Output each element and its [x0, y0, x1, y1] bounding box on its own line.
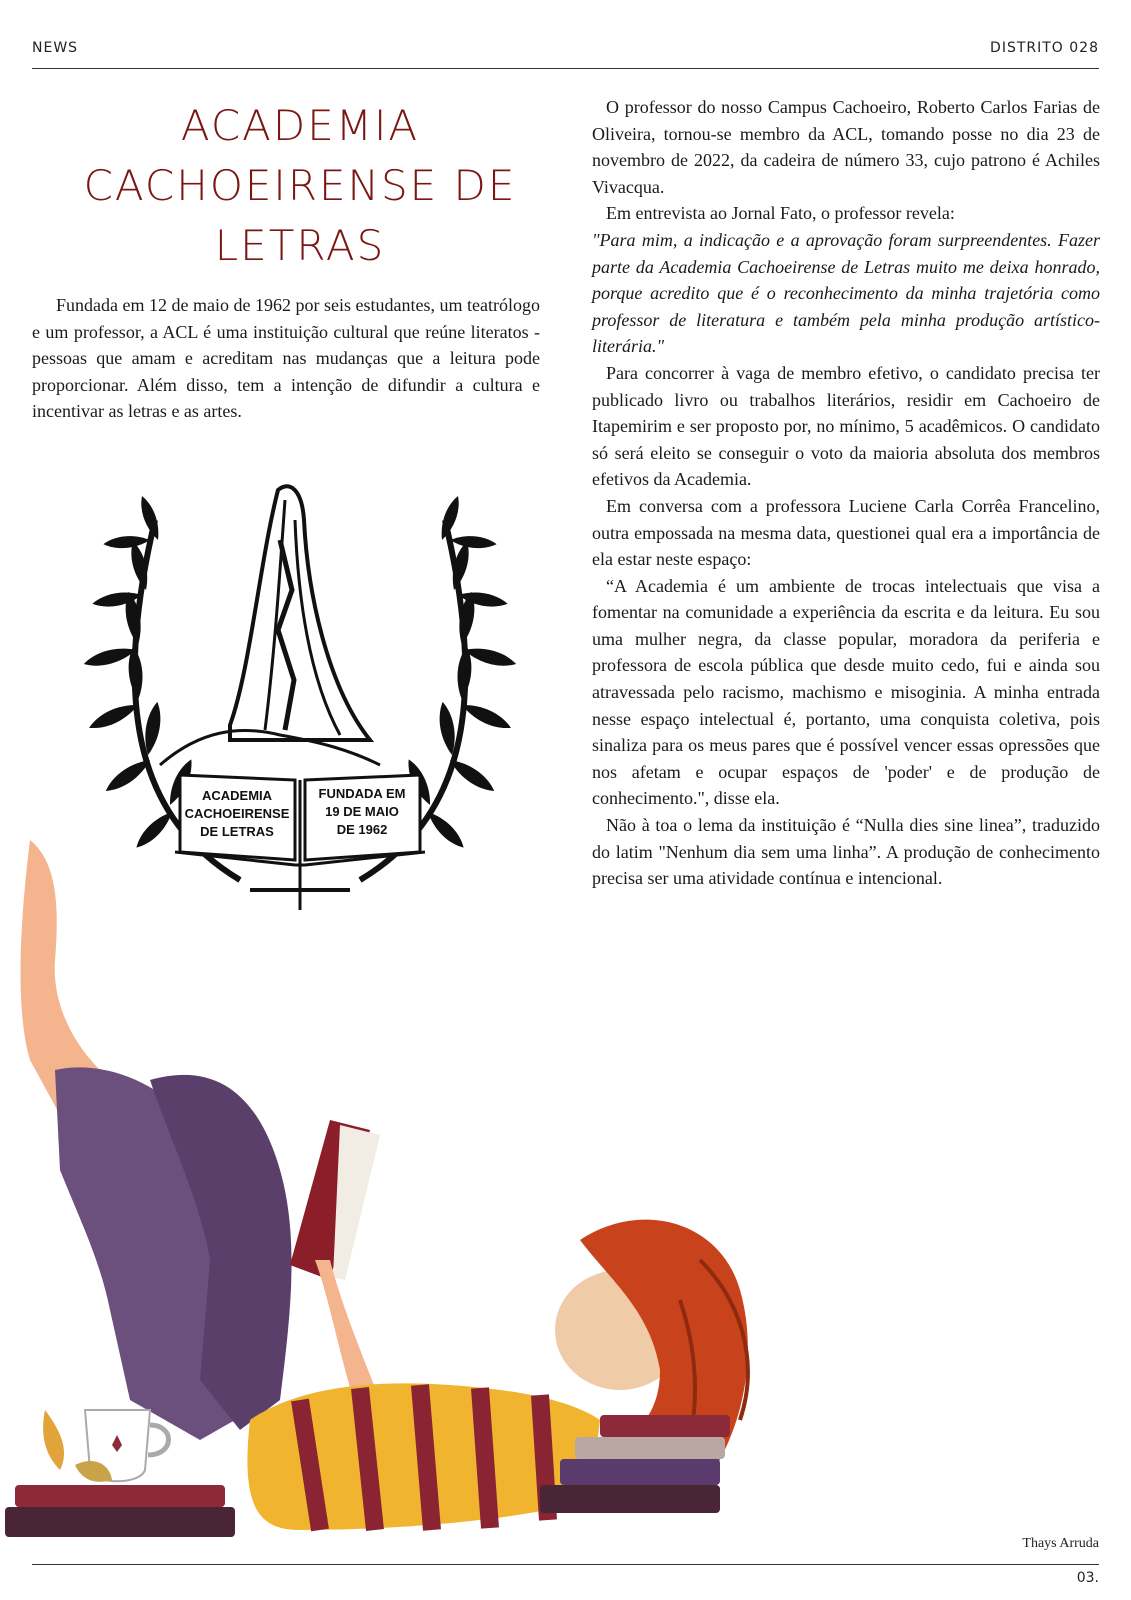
intro-text: Fundada em 12 de maio de 1962 por seis estudantes, um teatrólogo e um professor, a ACL é uma instituição cultural que reúne literatos - pessoas que amam e acreditam nas mudanças que a leitura pode proporcionar. Além disso, tem a intenção de difundir a cultura e incentivar as letras e as artes. — [32, 295, 540, 421]
reading-girl-illustration — [0, 840, 780, 1560]
section-label: NEWS — [32, 40, 79, 56]
book-right-line-3: DE 1962 — [336, 822, 388, 837]
book-stack-left — [5, 1485, 235, 1537]
page-number: 03. — [1076, 1570, 1099, 1586]
footer-divider — [32, 1564, 1099, 1565]
book-held — [290, 1120, 380, 1280]
paragraph-1: O professor do nosso Campus Cachoeiro, Roberto Carlos Farias de Oliveira, tornou-se membro da ACL, tomando posse no dia 23 de novembro de 2022, da cadeira de número 33, cujo patrono é Achiles Vivacqua. — [592, 97, 1100, 197]
book-left-line-2: CACHOEIRENSE — [184, 806, 290, 821]
rock-peak — [160, 486, 380, 765]
paragraph-4: Em conversa com a professora Luciene Carla Corrêa Francelino, outra empossada na mesma data, questionei qual era a importância de ela estar neste espaço: — [592, 495, 1100, 570]
intro-paragraph — [32, 292, 540, 425]
paragraph-6: Não à toa o lema da instituição é “Nulla dies sine linea”, traduzido do latim "Nenhum dia sem uma linha”. A produção de conhecimento precisa ser uma atividade contínua e intencional. — [592, 815, 1100, 889]
paragraph-2-lead: Em entrevista ao Jornal Fato, o professor revela: — [606, 203, 955, 224]
author-credit: Thays Arruda — [1022, 1536, 1099, 1551]
paragraph-2-quote: "Para mim, a indicação e a aprovação foram surpreendentes. Fazer parte da Academia Cachoeirense de Letras muito me deixa honrado, porque acredito que é o reconhecimento da minha trajetória como professor de literatura e também pela minha produção artístico-literária." — [592, 229, 1100, 357]
book-left-line-3: DE LETRAS — [200, 824, 274, 839]
issue-label: DISTRITO 028 — [990, 40, 1099, 56]
book-left-line-1: ACADEMIA — [201, 788, 273, 803]
book-right-line-2: 19 DE MAIO — [325, 804, 399, 819]
header-divider — [32, 68, 1099, 69]
legs — [21, 840, 292, 1440]
right-column — [592, 94, 1100, 892]
article-title: ACADEMIA CACHOEIRENSE DE LETRAS — [83, 101, 517, 270]
paragraph-5: “A Academia é um ambiente de trocas intelectuais que visa a fomentar na comunidade a experiência da escrita e da leitura. Eu sou uma mulher negra, da classe popular, moradora da periferia e professora de escola pública que desde muito cedo, fui e ainda sou atravessada pelo racismo, machismo e misoginia. A minha entrada nesse espaço intelectual é, portanto, uma conquista coletiva, pois sinaliza para os meus pares que é possível vencer essas opressões que nos afetam e ocupar espaços de 'poder' e de produção de conhecimento.", disse ela. — [592, 575, 1100, 809]
book-right-line-1: FUNDADA EM — [318, 786, 406, 801]
paragraph-3: Para concorrer à vaga de membro efetivo, o candidato precisa ter publicado livro ou trabalhos literários, residir em Cachoeiro de Itapemirim e ser proposto por, no mínimo, 5 acadêmicos. O candidato só será eleito se conseguir o voto da maioria absoluta dos membros efetivos da Academia. — [592, 362, 1100, 490]
